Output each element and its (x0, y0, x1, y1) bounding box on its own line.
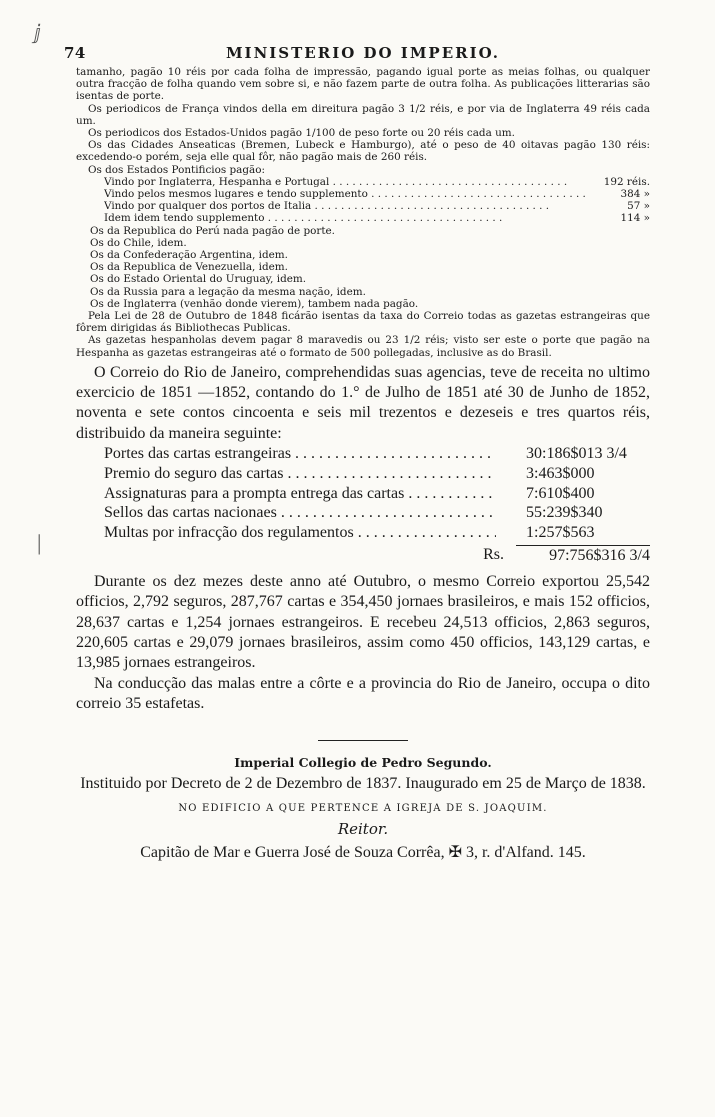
account-label: Multas por infracção dos regulamentos . . . (104, 523, 496, 543)
list-item: Os do Estado Oriental do Uruguay, idem. (90, 273, 307, 286)
rate-row (76, 176, 650, 188)
rate-label: Vindo por Inglaterra, Hespanha e Portugal . . . (104, 176, 586, 188)
periodicals-section (76, 66, 650, 359)
rate-label: Vindo por qualquer dos portos de Italia . . . (104, 200, 586, 212)
account-value: 30:186$013 3/4 (526, 445, 627, 463)
rate-label: Idem idem tendo supplemento . . . (104, 212, 586, 224)
account-label: Sellos das cartas nacionaes . . . (104, 503, 496, 523)
account-label: Portes das cartas estrangeiras . . . (104, 444, 496, 464)
college-role: Reitor. (337, 820, 389, 839)
paragraph: As gazetas hespanholas devem pagar 8 maravedis ou 23 1/2 réis; visto ser este o porte que pagão na Hespanha as gazetas estrangeiras até o formato de 500 pollegadas, inclusive as do Brasil. (76, 334, 650, 359)
section-divider (318, 740, 408, 741)
running-header (64, 44, 650, 66)
account-row (76, 484, 650, 504)
account-row (76, 523, 650, 543)
rate-value: 384 » (620, 188, 650, 201)
paragraph: Os periodicos de França vindos della em direitura pagão 3 1/2 réis, e por via de Inglaterra 49 réis cada um. (76, 102, 650, 127)
correio-stats (76, 572, 650, 714)
college-title: Imperial Collegio de Pedro Segundo. (234, 755, 492, 771)
college-location: NO EDIFICIO A QUE PERTENCE A IGREJA DE S. JOAQUIM. (178, 803, 548, 815)
account-row (76, 464, 650, 484)
margin-line-mark: | (37, 530, 42, 555)
exempt-list (76, 225, 650, 310)
margin-handwritten-mark: ⅉ (34, 22, 42, 44)
rate-value: 57 » (627, 200, 650, 213)
paragraph: Os dos Estados Pontificios pagão: (88, 163, 265, 176)
rate-label: Vindo pelos mesmos lugares e tendo supplemento . . . (104, 188, 586, 200)
list-item: Os do Chile, idem. (90, 236, 187, 249)
paragraph: O Correio do Rio de Janeiro, comprehendidas suas agencias, teve de receita no ultimo exercicio de 1851 —1852, contando do 1.° de Julho de 1851 até 30 de Junho de 1852, noventa e sete contos cincoenta e seis mil trezentos e dezeseis e tres quartos réis, distribuido da maneira seguinte: (76, 363, 650, 442)
college-founded: Instituido por Decreto de 2 de Dezembro de 1837. Inaugurado em 25 de Março de 1838. (80, 775, 646, 793)
account-label: Premio do seguro das cartas . . . (104, 464, 496, 484)
account-value: 55:239$340 (526, 504, 603, 522)
paragraph: Na conducção das malas entre a côrte e a provincia do Rio de Janeiro, occupa o dito correio 35 estafetas. (76, 674, 650, 712)
rate-value: 192 réis. (603, 175, 650, 188)
college-section (76, 755, 650, 862)
page-title: MINISTERIO DO IMPERIO. (225, 44, 501, 62)
college-rector: Capitão de Mar e Guerra José de Souza Corrêa, ✠ 3, r. d'Alfand. 145. (140, 844, 586, 862)
account-row (76, 444, 650, 464)
account-total (76, 545, 650, 566)
account-label: Assignaturas para a prompta entrega das cartas . . . (104, 484, 496, 504)
page-number: 74 (64, 44, 86, 62)
list-item: Os da Confederação Argentina, idem. (90, 249, 288, 262)
correio-section (76, 363, 650, 444)
account-value: 1:257$563 (526, 524, 595, 542)
paragraph: Pela Lei de 28 de Outubro de 1848 ficárão isentas da taxa do Correio todas as gazetas estrangeiras que fôrem dirigidas ás Bibliothecas Publicas. (76, 310, 650, 335)
paragraph: Os das Cidades Anseaticas (Bremen, Lubeck e Hamburgo), até o peso de 40 oitavas pagão 130 réis: excedendo-o porém, seja elle qual fôr, não pagão mais de 260 réis. (76, 139, 650, 164)
list-item: Os da Russia para a legação da mesma nação, idem. (90, 285, 366, 298)
rate-row (76, 188, 650, 200)
total-prefix: Rs. (483, 546, 504, 564)
rate-value: 114 » (620, 212, 650, 225)
paragraph: tamanho, pagão 10 réis por cada folha de impressão, pagando igual porte as meias folhas, ou qualquer outra fracção de folha quando vem sobre si, e não fazem parte de outra folha. As publicações litterarias são isentas de porte. (76, 66, 650, 103)
total-value: 97:756$316 3/4 (516, 545, 650, 566)
paragraph: Durante os dez mezes deste anno até Outubro, o mesmo Correio exportou 25,542 officios, 2,792 seguros, 287,767 cartas e 354,450 jornaes brasileiros, e mais 152 officios, 28,637 cartas e 1,254 jornaes estrangeiros. E recebeu 24,513 officios, 2,863 seguros, 220,605 cartas e 29,079 jornaes brasileiros, assim como 450 officios, 143,129 cartas, e 13,985 jornaes estrangeiros. (76, 573, 650, 672)
list-item: Os de Inglaterra (venhão donde vierem), tambem nada pagão. (90, 297, 419, 310)
rate-row (76, 200, 650, 212)
account-value: 7:610$400 (526, 484, 595, 502)
page-content (64, 44, 650, 862)
account-value: 3:463$000 (526, 464, 595, 482)
list-item: Os da Republica do Perú nada pagão de porte. (90, 224, 335, 237)
accounts-table (76, 444, 650, 566)
list-item: Os da Republica de Venezuella, idem. (90, 261, 288, 274)
rate-row (76, 212, 650, 224)
account-row (76, 503, 650, 523)
rates-list (76, 176, 650, 225)
paragraph: Os periodicos dos Estados-Unidos pagão 1/100 de peso forte ou 20 réis cada um. (88, 127, 515, 140)
